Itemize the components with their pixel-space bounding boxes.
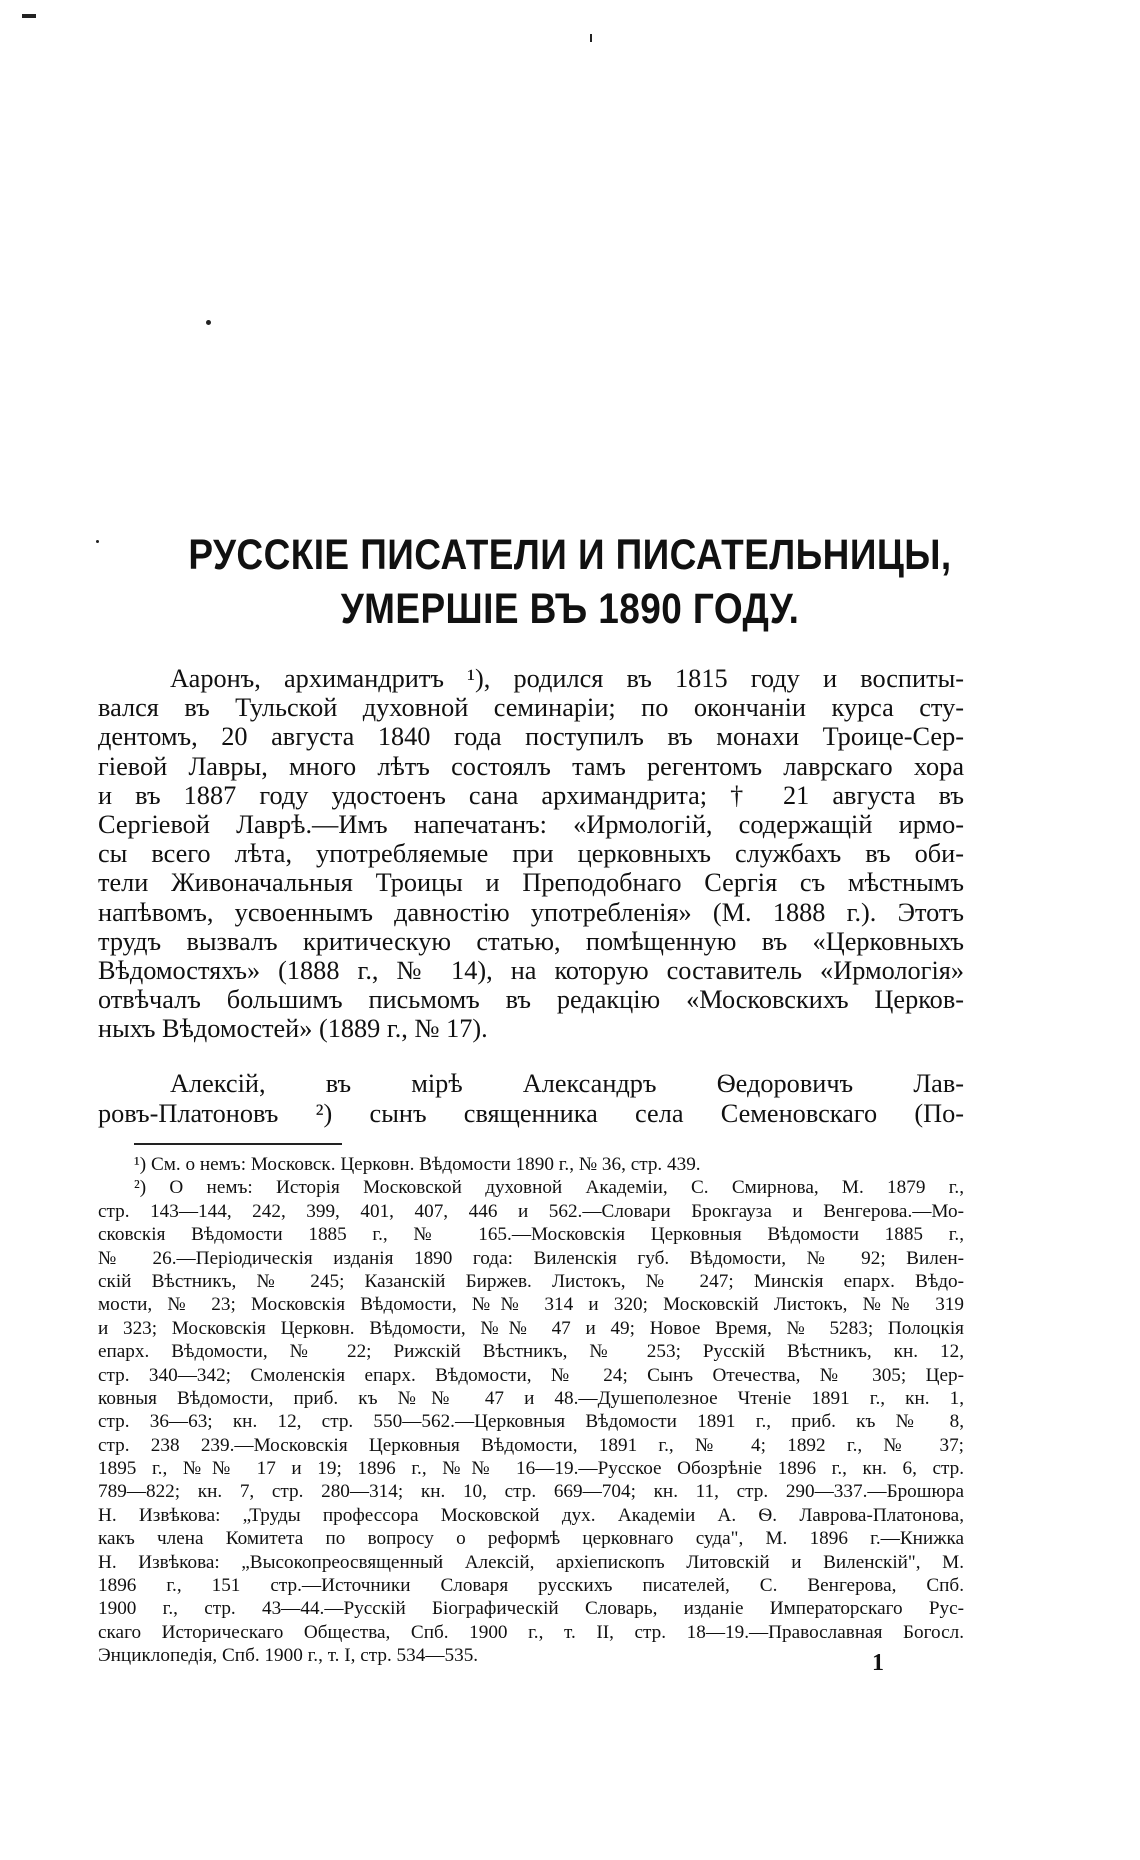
paragraph-1-line: Ааронъ, архимандритъ ¹), родился въ 1815 году и воспиты- bbox=[170, 664, 964, 693]
footnote-line: стр. 340—342; Смоленскія епарх. Вѣдомости, № 24; Сынъ Отечества, № 305; Цер- bbox=[98, 1364, 964, 1386]
footnote-line: мости, № 23; Московскія Вѣдомости, №№ 314 и 320; Московскій Листокъ, №№ 319 bbox=[98, 1294, 964, 1316]
footnote-line: скій Вѣстникъ, № 245; Казанскій Биржев. Листокъ, № 247; Минскія епарх. Вѣдо- bbox=[98, 1270, 964, 1292]
footnote-line: сковскія Вѣдомости 1885 г., № 165.—Московскія Церковныя Вѣдомости 1885 г., bbox=[98, 1224, 964, 1246]
paragraph-1-line: и въ 1887 году удостоенъ сана архимандрита; † 21 августа въ bbox=[98, 780, 964, 810]
footnote-line: № 26.—Періодическія изданія 1890 года: Виленскія губ. Вѣдомости, № 92; Вилен- bbox=[98, 1247, 964, 1269]
paragraph-2-line: ровъ-Платоновъ ²) сынъ священника села Семеновскаго (По- bbox=[98, 1098, 964, 1128]
paragraph-1-line: гіевой Лавры, много лѣтъ состоялъ тамъ регентомъ лаврскаго хора bbox=[98, 751, 964, 781]
footnote-line: епарх. Вѣдомости, № 22; Рижскій Вѣстникъ, № 253; Русскій Вѣстникъ, кн. 12, bbox=[98, 1341, 964, 1363]
footnote-line: 1900 г., стр. 43—44.—Русскій Біографическій Словарь, изданіе Императорскаго Рус- bbox=[98, 1598, 964, 1620]
paragraph-1-line: ныхъ Вѣдомостей» (1889 г., № 17). bbox=[98, 1014, 488, 1044]
footnote-line: Н. Извѣкова: „Труды профессора Московской дух. Академіи А. Ѳ. Лаврова-Платонова, bbox=[98, 1504, 964, 1526]
title-line-2: УМЕРШІЕ ВЪ 1890 ГОДУ. bbox=[340, 585, 800, 633]
footnote-line: Энциклопедія, Спб. 1900 г., т. I, стр. 534—535. bbox=[98, 1645, 479, 1667]
footnote-line: стр. 238 239.—Московскія Церковныя Вѣдомости, 1891 г., № 4; 1892 г., № 37; bbox=[98, 1434, 964, 1456]
footnote-line: стр. 36—63; кн. 12, стр. 550—562.—Церковныя Вѣдомости 1891 г., приб. къ № 8, bbox=[98, 1411, 964, 1433]
paragraph-1-line: отвѣчалъ большимъ письмомъ въ редакцію «Московскихъ Церков- bbox=[98, 985, 964, 1015]
paragraph-1-line: Вѣдомостяхъ» (1888 г., № 14), на которую составитель «Ирмологія» bbox=[98, 955, 964, 985]
scan-artifact-tick bbox=[590, 34, 592, 42]
paragraph-1-line: Сергіевой Лаврѣ.—Имъ напечатанъ: «Ирмологій, содержащій ирмо- bbox=[98, 809, 964, 839]
footnote-line: и 323; Московскія Церковн. Вѣдомости, №№ 47 и 49; Новое Время, № 5283; Полоцкія bbox=[98, 1317, 964, 1339]
footnote-divider bbox=[134, 1143, 342, 1145]
body-text bbox=[98, 664, 964, 1128]
paragraph-1-line: тели Живоначальныя Троицы и Преподобнаго Сергія съ мѣстнымъ bbox=[98, 868, 964, 898]
footnote-line: ¹) См. о немъ: Московск. Церковн. Вѣдомости 1890 г., № 36, стр. 439. bbox=[134, 1154, 701, 1175]
page-number: 1 bbox=[872, 1650, 884, 1676]
footnote-line: Н. Извѣкова: „Высокопреосвященный Алексій, архіепископъ Литовскій и Виленскій", М. bbox=[98, 1551, 964, 1573]
paragraph-1-line: трудъ вызвалъ критическую статью, помѣщенную въ «Церковныхъ bbox=[98, 926, 964, 956]
footnote-line: 1895 г., №№ 17 и 19; 1896 г., №№ 16—19.—Русское Обозрѣніе 1896 г., кн. 6, стр. bbox=[98, 1458, 964, 1480]
footnote-line: стр. 143—144, 242, 399, 401, 407, 446 и 562.—Словари Брокгауза и Венгерова.—Мо- bbox=[98, 1200, 964, 1222]
footnote-line: какъ члена Комитета по вопросу о реформѣ церковнаго суда", М. 1896 г.—Книжка bbox=[98, 1528, 964, 1550]
chapter-title bbox=[166, 528, 974, 636]
paragraph-1-line: дентомъ, 20 августа 1840 года поступилъ въ монахи Троице-Сер- bbox=[98, 722, 964, 752]
scan-artifact-dot bbox=[96, 540, 99, 543]
scan-artifact-dot bbox=[206, 320, 211, 325]
scan-artifact-dash bbox=[22, 14, 36, 18]
footnote-line: 789—822; кн. 7, стр. 280—314; кн. 10, стр. 669—704; кн. 11, стр. 290—337.—Брошюра bbox=[98, 1481, 964, 1503]
footnotes bbox=[98, 1153, 964, 1668]
footnote-line: скаго Историческаго Общества, Спб. 1900 г., т. II, стр. 18—19.—Православная Богосл. bbox=[98, 1621, 964, 1643]
paragraph-2-line: Алексій, въ мірѣ Александръ Ѳедоровичъ Лав- bbox=[170, 1069, 964, 1099]
paragraph-1-line: вался въ Тульской духовной семинаріи; по окончаніи курса сту- bbox=[98, 693, 964, 723]
paragraph-1-line: напѣвомъ, усвоеннымъ давностію употребленія» (М. 1888 г.). Этотъ bbox=[98, 897, 964, 927]
footnote-line: ковныя Вѣдомости, приб. къ №№ 47 и 48.—Душеполезное Чтеніе 1891 г., кн. 1, bbox=[98, 1387, 964, 1409]
footnote-line: ²) О немъ: Исторія Московской духовной Академіи, С. Смирнова, М. 1879 г., bbox=[134, 1177, 964, 1199]
title-line-1: РУССКІЕ ПИСАТЕЛИ И ПИСАТЕЛЬНИЦЫ, bbox=[188, 531, 952, 579]
footnote-line: 1896 г., 151 стр.—Источники Словаря русскихъ писателей, С. Венгерова, Спб. bbox=[98, 1575, 964, 1597]
paragraph-1-line: сы всего лѣта, употребляемые при церковныхъ службахъ въ оби- bbox=[98, 839, 964, 869]
